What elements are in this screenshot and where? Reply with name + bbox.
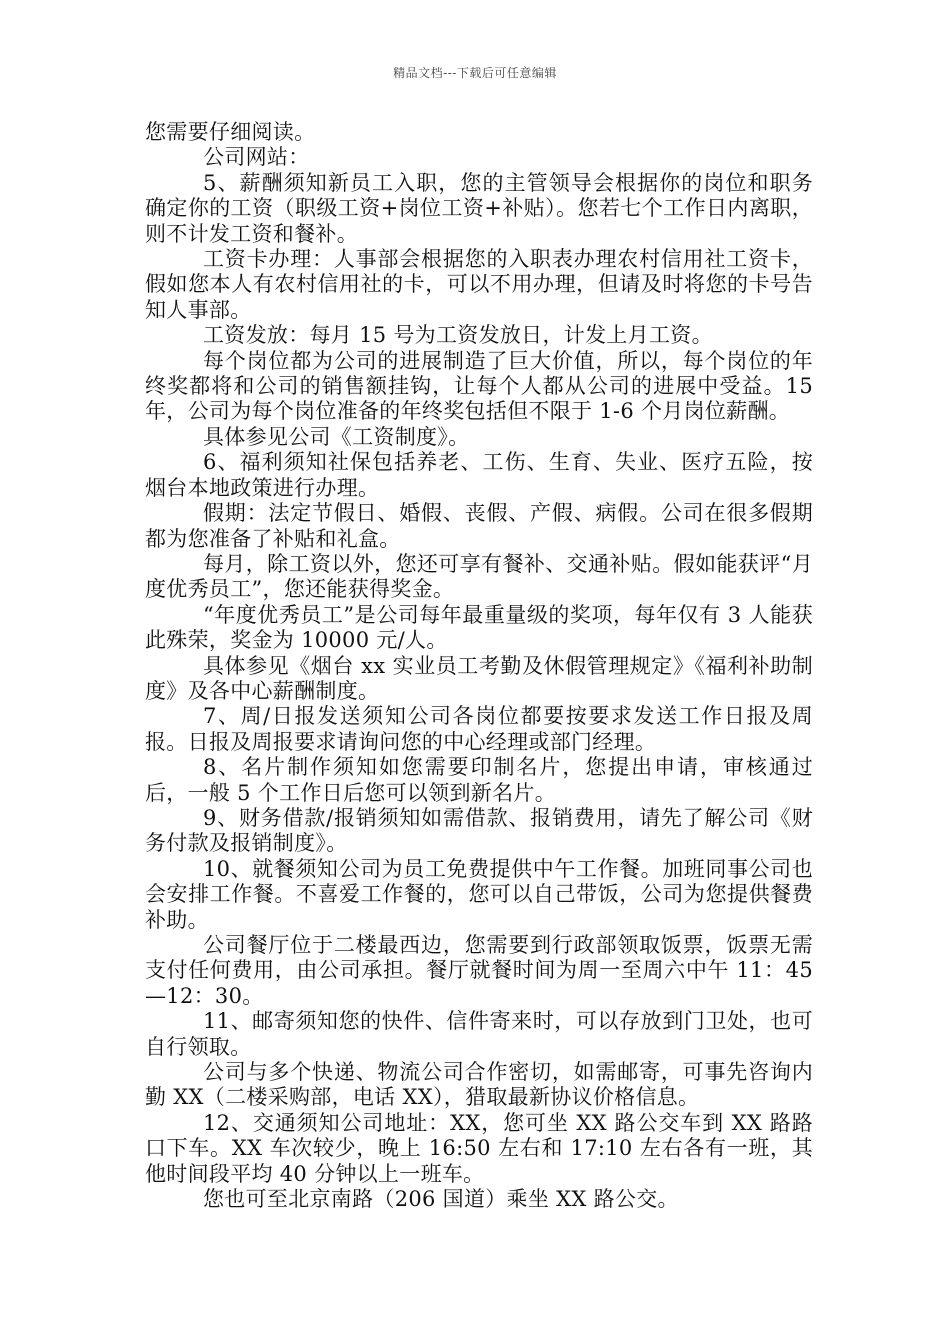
- paragraph: “年度优秀员工”是公司每年最重量级的奖项，每年仅有 3 人能获此殊荣，奖金为 10000 元/人。: [145, 602, 813, 653]
- paragraph: 12、交通须知公司地址：XX，您可坐 XX 路公交车到 XX 路路口下车。XX 车次较少，晚上 16:50 左右和 17:10 左右各有一班，其他时间段平均 40 分钟以上一班车。: [145, 1110, 813, 1186]
- document-body: [145, 120, 813, 1212]
- paragraph: 工资发放：每月 15 号为工资发放日，计发上月工资。: [203, 323, 713, 348]
- paragraph: 每个岗位都为公司的进展制造了巨大价值，所以，每个岗位的年终奖都将和公司的销售额挂钩，让每个人都从公司的进展中受益。15 年，公司为每个岗位准备的年终奖包括但不限于 1-6 个月岗位薪酬。: [145, 348, 813, 424]
- paragraph: 每月，除工资以外，您还可享有餐补、交通补贴。假如能获评“月度优秀员工”，您还能获得奖金。: [145, 551, 813, 602]
- paragraph: 公司餐厅位于二楼最西边，您需要到行政部领取饭票，饭票无需支付任何费用，由公司承担。餐厅就餐时间为周一至周六中午 11：45—12：30。: [145, 933, 814, 1008]
- paragraph: 11、邮寄须知您的快件、信件寄来时，可以存放到门卫处，也可自行领取。: [145, 1009, 813, 1059]
- paragraph: 工资卡办理：人事部会根据您的入职表办理农村信用社工资卡，假如您本人有农村信用社的卡，可以不用办理，但请及时将您的卡号告知人事部。: [145, 247, 813, 322]
- page-header: 精品文档---下载后可任意编辑: [393, 66, 557, 80]
- paragraph: 10、就餐须知公司为员工免费提供中午工作餐。加班同事公司也会安排工作餐。不喜爱工作餐的，您可以自己带饭，公司为您提供餐费补助。: [145, 856, 813, 932]
- paragraph: 具体参见公司《工资制度》。: [203, 424, 470, 449]
- paragraph: 您需要仔细阅读。: [145, 120, 316, 144]
- paragraph: 假期：法定节假日、婚假、丧假、产假、病假。公司在很多假期都为您准备了补贴和礼盒。: [145, 501, 813, 551]
- paragraph: 公司与多个快递、物流公司合作密切，如需邮寄，可事先咨询内勤 XX（二楼采购部，电话 XX），猎取最新协议价格信息。: [145, 1060, 813, 1110]
- paragraph: 8、名片制作须知如您需要印制名片，您提出申请，审核通过后，一般 5 个工作日后您可以领到新名片。: [145, 755, 813, 805]
- paragraph: 具体参见《烟台 xx 实业员工考勤及休假管理规定》《福利补助制度》及各中心薪酬制度。: [145, 653, 813, 703]
- paragraph: 您也可至北京南路（206 国道）乘坐 XX 路公交。: [203, 1187, 679, 1212]
- paragraph: 5、薪酬须知新员工入职，您的主管领导会根据你的岗位和职务确定你的工资（职级工资+岗位工资+补贴）。您若七个工作日内离职，则不计发工资和餐补。: [145, 170, 813, 246]
- paragraph: 6、福利须知社保包括养老、工伤、生育、失业、医疗五险，按烟台本地政策进行办理。: [145, 450, 813, 500]
- paragraph: 9、财务借款/报销须知如需借款、报销费用，请先了解公司《财务付款及报销制度》。: [145, 805, 813, 856]
- paragraph: 公司网站：: [203, 145, 310, 170]
- paragraph: 7、周/日报发送须知公司各岗位都要按要求发送工作日报及周报。日报及周报要求请询问您的中心经理或部门经理。: [145, 704, 813, 754]
